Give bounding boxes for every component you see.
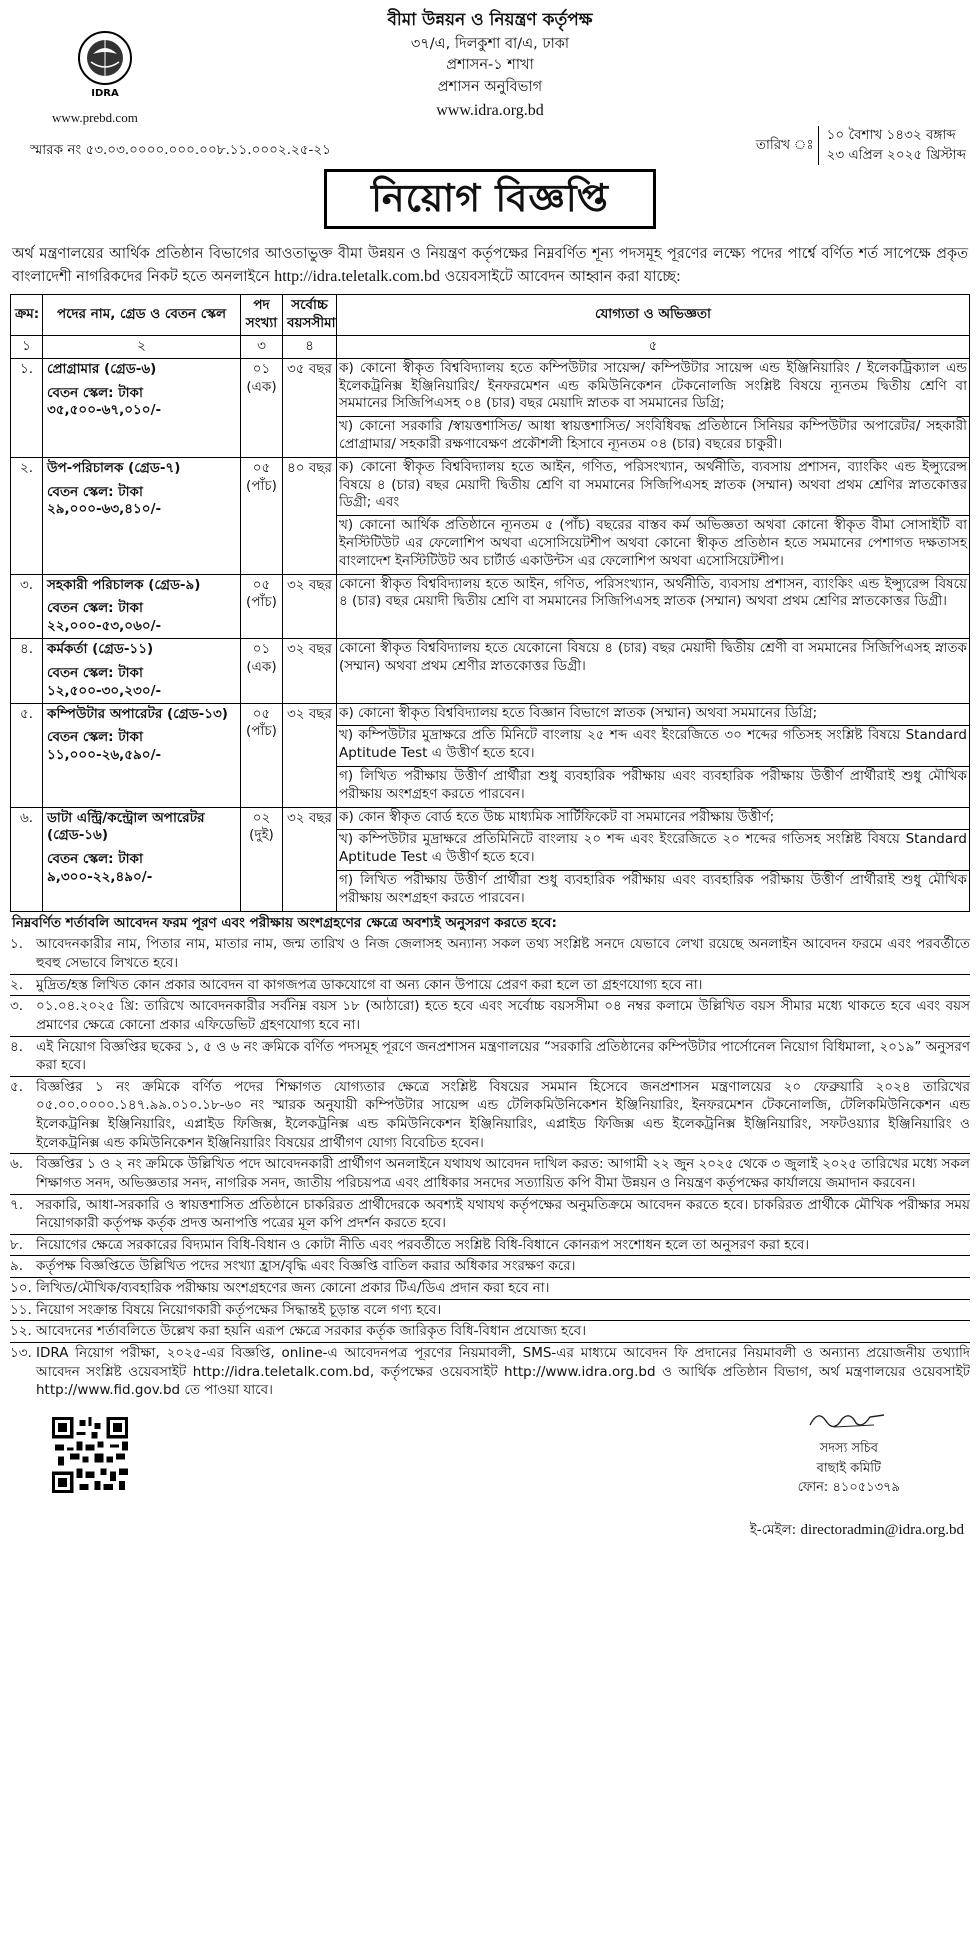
pay-scale: ২২,০০০-৫৩,০৬০/- xyxy=(47,618,162,635)
pay-scale: ৯,৩০০-২২,৪৯০/- xyxy=(47,869,153,886)
date-bangla: ১০ বৈশাখ ১৪৩২ বঙ্গাব্দ xyxy=(826,127,956,143)
condition-item xyxy=(10,1300,970,1322)
header-post-count: পদ সংখ্যা xyxy=(241,295,283,336)
pay-scale-label: বেতন স্কেল: টাকা xyxy=(47,483,143,500)
phone-number: ৪১০৫১৩৭৯ xyxy=(832,1480,900,1496)
condition-number: ৬. xyxy=(10,1156,24,1173)
condition-item xyxy=(10,996,970,1036)
row-serial: ৬. xyxy=(11,807,43,911)
qualification-item: কোনো স্বীকৃত বিশ্ববিদ্যালয় হতে আইন, গণিত, পরিসংখ্যান, অর্থনীতি, ব্যবসায় প্রশাসন, ব্যাংকিং এন্ড ইন্স্যুরেন্স বিষয়ে ৪ (চার) বছর মেয়াদী দ্বিতীয় শ্রেণি বা সমমানের সিজিপিএসহ স্নাতক (সম্মান) অথবা প্রথম শ্রেণির স্নাতকোত্তর ডিগ্রী। xyxy=(339,575,967,610)
qualifications xyxy=(337,358,970,457)
condition-text: নিয়োগের ক্ষেত্রে সরকারের বিদ্যমান বিধি-বিধান ও কোটা নীতি এবং পরবর্তীতে সংশ্লিষ্ট বিধি-বিধানে কোনরূপ সংশোধন হলে তা অনুসরণ করা হবে। xyxy=(36,1236,810,1253)
pay-scale-label: বেতন স্কেল: টাকা xyxy=(47,384,143,401)
post-details xyxy=(43,574,241,638)
header-serial: ক্রম: xyxy=(11,295,43,336)
header-qualification: যোগ্যতা ও অভিজ্ঞতা xyxy=(337,295,970,336)
post-name: কম্পিউটার অপারেটর (গ্রেড-১৩) xyxy=(47,705,228,722)
column-number-row xyxy=(11,335,970,358)
pay-scale-label: বেতন স্কেল: টাকা xyxy=(47,600,143,617)
age-limit: ৩২ বছর xyxy=(283,574,337,638)
condition-item xyxy=(10,1235,970,1257)
qualification-item: ক) কোনো স্বীকৃত বিশ্ববিদ্যালয় হতে আইন, গণিত, পরিসংখ্যান, অর্থনীতি, ব্যবসায় প্রশাসন, ব্যাংকিং এন্ড ইন্স্যুরেন্স বিষয়ে ৪ (চার) বছর মেয়াদী দ্বিতীয় শ্রেণি বা সমমানের সিজিপিএসহ স্নাতক (সম্মান) অথবা প্রথম শ্রেণির স্নাতকোত্তর ডিগ্রী; এবং xyxy=(339,458,967,511)
signatory-phone xyxy=(798,1478,900,1498)
age-limit: ৩৫ বছর xyxy=(283,358,337,457)
row-serial: ৫. xyxy=(11,703,43,807)
office-address: ৩৭/এ, দিলকুশা বা/এ, ঢাকা xyxy=(410,35,570,52)
notice-title: নিয়োগ বিজ্ঞপ্তি xyxy=(324,169,656,229)
post-count-number: ০২ xyxy=(252,809,271,826)
qualifications xyxy=(337,457,970,574)
post-name: প্রোগ্রামার (গ্রেড-৬) xyxy=(47,360,157,377)
logo-website[interactable]: www.prebd.com xyxy=(52,110,138,125)
condition-text: লিখিত/মৌখিক/ব্যবহারিক পরীক্ষায় অংশগ্রহণের জন্য কোনো প্রকার টিএ/ডিএ প্রদান করা হবে না। xyxy=(36,1280,550,1297)
condition-text: সরকারি, আধা-সরকারি ও স্বায়ত্তশাসিত প্রতিষ্ঠানে চাকরিরত প্রার্থীদেরকে অবশ্যই যথাযথ কর্তৃপক্ষের অনুমতিক্রমে আবেদন করতে হবে। চাকরিরত প্রার্থীকে মৌখিক পরীক্ষার সময় নিয়োগকারী কর্তৃপক্ষ কর্তৃক প্রদত্ত অনাপত্তি পত্রের মূল কপি প্রদর্শন করতে হবে। xyxy=(36,1196,970,1232)
signatory-email xyxy=(750,1521,964,1541)
table-row xyxy=(11,807,970,911)
condition-number: ১০. xyxy=(10,1280,32,1297)
qr-code-icon[interactable] xyxy=(52,1417,128,1493)
condition-number: ১২. xyxy=(10,1323,32,1340)
col-number: ৪ xyxy=(283,335,337,358)
condition-text: ০১.০৪.২০২৫ খ্রি: তারিখে আবেদনকারীর সর্বনিম্ন বয়স ১৮ (আঠারো) হতে হবে এবং সর্বোচ্চ বয়সসীমা ০৪ নম্বর কলামে উল্লিখিত বয়স সীমার মধ্যে থাকতে হবে এবং বয়স প্রমাণের ক্ষেত্রে কোনো প্রকার এফিডেভিট গ্রহণযোগ্য হবে না। xyxy=(36,998,970,1033)
condition-item xyxy=(10,934,970,974)
date-label: তারিখ ঃ xyxy=(755,136,814,153)
conditions-list xyxy=(10,934,970,1400)
header-age-limit: সর্বোচ্চ বয়সসীমা xyxy=(283,295,337,336)
condition-item xyxy=(10,1154,970,1194)
qualification-item: খ) কম্পিউটার মুদ্রাক্ষরে প্রতিমিনিটে বাংলায় ২০ শব্দ এবং ইংরেজিতে ২০ শব্দের গতিসহ সংশ্লিষ্ট বিষয়ে Standard Aptitude Test এ উত্তীর্ণ হতে হবে। xyxy=(337,829,969,870)
age-limit: ৩২ বছর xyxy=(283,639,337,703)
post-count-number: ০৫ xyxy=(252,459,271,476)
condition-number: ১৩. xyxy=(10,1344,32,1361)
memo-number: স্মারক নং ৫৩.০৩.০০০০.০০০.০০৮.১১.০০০২.২৫-২১ xyxy=(30,142,331,158)
post-details xyxy=(43,358,241,457)
condition-text: বিজ্ঞপ্তির ১ নং ক্রমিকে বর্ণিত পদের শিক্ষাগত যোগ্যতার ক্ষেত্রে সংশ্লিষ্ট বিষয়ের সমমান হিসেবে জনপ্রশাসন মন্ত্রণালয়ের ২০ ফেব্রুয়ারি ২০২৪ তারিখের ০৫.০০.০০০০.১৪৭.৯৯.০১০.১৮-৬০ নং স্মারক অনুযায়ী কম্পিউটার সায়েন্স এন্ড টেলিকমিউনিকেশন ইঞ্জিনিয়ারিং, ইনফরমেশন টেকনোলজি, টেলিকমিউনিকেশন এন্ড ইলেকট্রনিক্স ইঞ্জিনিয়ারিং, এপ্লাইড ফিজিক্স, ইলেকট্রনিক্স এন্ড কমিউনিকেশন ইঞ্জিনিয়ারিং, এপ্লাইড ফিজিক্স এন্ড ইলেকট্রনিক্স ইঞ্জিনিয়ারিং, সফটওয়্যার ইঞ্জিনিয়ারিং ও ইলেকট্রনিক্স এন্ড কমিউনিকেশন ইঞ্জিনিয়ারিং বিষয়ের প্রার্থীগণ যোগ্য বিবেচিত হবেন। xyxy=(36,1078,970,1151)
condition-item xyxy=(10,975,970,997)
condition-text: আবেদনের শর্তাবলিতে উল্লেখ করা হয়নি এরূপ ক্ষেত্রে সরকার কর্তৃক জারিকৃত বিধি-বিধান প্রযোজ্য হবে। xyxy=(36,1323,587,1340)
posts-table xyxy=(10,294,970,911)
row-serial: ২. xyxy=(11,457,43,574)
condition-number: ১. xyxy=(10,936,24,953)
condition-item xyxy=(10,1321,970,1343)
col-number: ৫ xyxy=(337,335,970,358)
qualifications xyxy=(337,574,970,638)
condition-text: এই নিয়োগ বিজ্ঞপ্তির ছকের ১, ৫ ও ৬ নং ক্রমিকে বর্ণিত পদসমূহ পূরণে জনপ্রশাসন মন্ত্রণালয়ের “সরকারি প্রতিষ্ঠানের কম্পিউটার পার্সোনেল নিয়োগ বিধিমালা, ২০১৯” অনুসরণ করা হবে। xyxy=(36,1038,970,1074)
pay-scale-label: বেতন স্কেল: টাকা xyxy=(47,664,143,681)
header-post-name: পদের নাম, গ্রেড ও বেতন স্কেল xyxy=(43,295,241,336)
table-row xyxy=(11,574,970,638)
row-serial: ৩. xyxy=(11,574,43,638)
table-row xyxy=(11,358,970,457)
qualification-item: গ) লিখিত পরীক্ষায় উত্তীর্ণ প্রার্থীরা শুধু ব্যবহারিক পরীক্ষায় এবং ব্যবহারিক পরীক্ষায় উত্তীর্ণ প্রার্থীরাই শুধু মৌখিক পরীক্ষায় অংশগ্রহণ করতে পারবেন। xyxy=(337,870,969,911)
col-number: ৩ xyxy=(241,335,283,358)
branch-name: প্রশাসন-১ শাখা xyxy=(446,57,534,74)
post-count-word: (এক) xyxy=(246,378,277,395)
email-address[interactable]: directoradmin@idra.org.bd xyxy=(800,1521,964,1538)
qualification-item: খ) কোনো আর্থিক প্রতিষ্ঠানে ন্যূনতম ৫ (পাঁচ) বছরের বাস্তব কর্ম অভিজ্ঞতা অথবা কোনো স্বীকৃত বীমা সোসাইটি বা ইনস্টিটিউট এর ফেলোশিপ অথবা এসোসিয়েটশীপ অথবা কোনো স্বীকৃত প্রতিষ্ঠান হতে সমমানের পেশাগত দক্ষতাসহ বাংলাদেশ ইনস্টিটিউট অব চার্টার্ড একাউন্টস এর ফেলোশিপ অথবা এসোসিয়েটশীপ। xyxy=(337,515,969,573)
row-serial: ৪. xyxy=(11,639,43,703)
conditions-heading: নিম্নবর্ণিত শর্তাবলি আবেদন ফরম পূরণ এবং পরীক্ষায় অংশগ্রহণের ক্ষেত্রে অবশ্যই অনুসরণ করতে হবে: xyxy=(12,914,557,931)
office-address-block xyxy=(10,8,970,123)
post-count-word: (এক) xyxy=(246,658,277,675)
pay-scale: ২৯,০০০-৬৩,৪১০/- xyxy=(47,501,162,518)
organization-website[interactable]: www.idra.org.bd xyxy=(436,101,544,119)
post-count-number: ০৫ xyxy=(252,705,271,722)
age-limit: ৪০ বছর xyxy=(283,457,337,574)
condition-number: ৮. xyxy=(10,1236,24,1253)
post-name: উপ-পরিচালক (গ্রেড-৭) xyxy=(47,459,181,476)
post-count xyxy=(241,457,283,574)
letterhead xyxy=(10,6,970,161)
footer xyxy=(10,1405,970,1555)
condition-number: ৪. xyxy=(10,1038,24,1055)
qualifications xyxy=(337,807,970,911)
intro-text-before: অর্থ মন্ত্রণালয়ের আর্থিক প্রতিষ্ঠান বিভাগের আওতাভুক্ত বীমা উন্নয়ন ও নিয়ন্ত্রণ কর্তৃপক্ষের নিম্নবর্ণিত শূন্য পদসমূহ পূরণের লক্ষ্যে পদের পার্শ্বে বর্ণিত শর্ত সাপেক্ষে প্রকৃত বাংলাদেশী নাগরিকদের নিকট হতে অনলাইনে xyxy=(12,246,968,286)
condition-item xyxy=(10,1343,970,1401)
col-number: ২ xyxy=(43,335,241,358)
qualification-item: খ) কোনো সরকারি /স্বায়ত্তশাসিত/ আধা স্বায়ত্তশাসিত/ সংবিধিবদ্ধ প্রতিষ্ঠানে সিনিয়র কম্পিউটার অপারেটর/ সহকারী প্রোগ্রামার/ সহকারী রক্ষণাবেক্ষণ প্রকৌশলী হিসাবে ন্যূনতম ০৪ (চার) বছরের চাকুরী। xyxy=(337,416,969,457)
post-details xyxy=(43,639,241,703)
condition-text: বিজ্ঞপ্তির ১ ও ২ নং ক্রমিকে উল্লিখিত পদে আবেদনকারী প্রার্থীগণ অনলাইনে যথাযথ আবেদন দাখিল করত: আগামী ২২ জুন ২০২৫ থেকে ৩ জুলাই ২০২৫ তারিখের মধ্যে সকল শিক্ষাগত সনদ, অভিজ্ঞতার সনদ, নাগরিক সনদ, জাতীয় পরিচয়পত্র এবং প্রাধিকার সনদের সত্যায়িত কপি বীমা উন্নয়ন ও নিয়ন্ত্রণ কর্তৃপক্ষের কার্যালয়ে জমাদান করবেন। xyxy=(36,1156,970,1191)
table-row xyxy=(11,457,970,574)
post-name: ডাটা এন্ট্রি/কন্ট্রোল অপারেটর (গ্রেড-১৬) xyxy=(47,809,205,844)
section-name: প্রশাসন অনুবিভাগ xyxy=(437,79,543,95)
post-count xyxy=(241,574,283,638)
qualification-item: ক) কোন স্বীকৃত বোর্ড হতে উচ্চ মাধ্যমিক সার্টিফিকেট বা সমমানের পরীক্ষায় উত্তীর্ণ; xyxy=(339,808,775,825)
condition-number: ২. xyxy=(10,976,24,993)
post-name: সহকারী পরিচালক (গ্রেড-৯) xyxy=(47,576,201,593)
post-details xyxy=(43,807,241,911)
qualifications xyxy=(337,703,970,807)
date-english: ২৩ এপ্রিল ২০২৫ খ্রিস্টাব্দ xyxy=(826,146,966,163)
qualification-item: কোনো স্বীকৃত বিশ্ববিদ্যালয় হতে যেকোনো বিষয়ে ৪ (চার) বছর মেয়াদী দ্বিতীয় শ্রেণী বা সমমানের সিজিপিএসহ স্নাতক (সম্মান) অথবা প্রথম শ্রেণীর স্নাতকোত্তর ডিগ্রী। xyxy=(339,640,967,674)
post-details xyxy=(43,457,241,574)
posts-table-body xyxy=(11,358,970,911)
post-count-number: ০৫ xyxy=(252,576,271,593)
condition-text: আবেদনকারীর নাম, পিতার নাম, মাতার নাম, জন্ম তারিখ ও নিজ জেলাসহ অন্যান্য সকল তথ্য সংশ্লিষ্ট সনদে যেভাবে লেখা রয়েছে অনলাইন আবেদন ফরমে এবং পরবর্তীতে হুবহু সেভাবে লিখতে হবে। xyxy=(36,936,970,972)
condition-text: নিয়োগ সংক্রান্ত বিষয়ে নিয়োগকারী কর্তৃপক্ষের সিদ্ধান্তই চূড়ান্ত বলে গণ্য হবে। xyxy=(36,1301,442,1318)
col-number: ১ xyxy=(11,335,43,358)
post-name: কর্মকর্তা (গ্রেড-১১) xyxy=(47,641,154,658)
post-count xyxy=(241,807,283,911)
date-block xyxy=(756,126,966,165)
organization-name: বীমা উন্নয়ন ও নিয়ন্ত্রণ কর্তৃপক্ষ xyxy=(387,10,593,30)
condition-item xyxy=(10,1195,970,1235)
pay-scale: ৩৫,৫০০-৬৭,০১০/- xyxy=(47,402,162,419)
application-url[interactable]: http://idra.teletalk.com.bd xyxy=(274,268,440,286)
table-row xyxy=(11,703,970,807)
table-header-row xyxy=(11,295,970,336)
qualification-item: খ) কম্পিউটার মুদ্রাক্ষরে প্রতি মিনিটে বাংলায় ২৫ শব্দ এবং ইংরেজিতে ৩০ শব্দের গতিসহ সংশ্লিষ্ট বিষয়ে Standard Aptitude Test এ উত্তীর্ণ হতে হবে। xyxy=(337,725,969,766)
signatory-designation: সদস্য সচিব xyxy=(819,1441,879,1457)
pay-scale-label: বেতন স্কেল: টাকা xyxy=(47,729,143,746)
condition-number: ১১. xyxy=(10,1301,32,1318)
email-label: ই-মেইল: xyxy=(749,1521,797,1538)
post-count xyxy=(241,358,283,457)
post-details xyxy=(43,703,241,807)
post-count-word: (পাঁচ) xyxy=(246,477,277,494)
intro-paragraph xyxy=(10,243,970,290)
signature-icon xyxy=(804,1405,894,1433)
condition-item xyxy=(10,1256,970,1278)
post-count-number: ০১ xyxy=(252,360,271,377)
condition-number: ৫. xyxy=(10,1078,24,1095)
qualifications xyxy=(337,639,970,703)
condition-text: IDRA নিয়োগ পরীক্ষা, ২০২৫-এর বিজ্ঞপ্তি, online-এ আবেদনপত্র পূরণের নিয়মাবলী, SMS-এর মাধ্যমে আবেদন ফি প্রদানের নিয়মাবলী ও অন্যান্য প্রয়োজনীয় তথ্যাদি আবেদন সংশ্লিষ্ট ওয়েবসাইট http://idra.teletalk.com.bd, কর্তৃপক্ষের ওয়েবসাইট http://www.idra.org.bd ও আর্থিক প্রতিষ্ঠান বিভাগ, অর্থ মন্ত্রণালয়ের ওয়েবসাইট http://www.fid.gov.bd তে পাওয়া যাবে। xyxy=(36,1344,970,1399)
table-row xyxy=(11,639,970,703)
qualification-item: ক) কোনো স্বীকৃত বিশ্ববিদ্যালয় হতে কম্পিউটার সায়েন্স/ কম্পিউটার সায়েন্স এন্ড ইঞ্জিনিয়ারিং / ইলেকট্রিক্যাল এন্ড ইলেকট্রনিক্স ইঞ্জিনিয়ারিং/ ইনফরমেশন এন্ড কমিউনিকেশন টেকনোলজি সংশ্লিষ্ট বিষয়ে ন্যূনতম দ্বিতীয় শ্রেণি বা সমমানের সিজিপিএসহ ০৪ (চার) বছর মেয়াদি স্নাতক বা সমমানের ডিগ্রি; xyxy=(339,359,967,412)
condition-item xyxy=(10,1278,970,1300)
phone-label: ফোন: xyxy=(797,1480,829,1496)
post-count-word: (পাঁচ) xyxy=(246,594,277,611)
svg-text:IDRA: IDRA xyxy=(91,88,119,99)
condition-number: ৩. xyxy=(10,998,24,1015)
row-serial: ১. xyxy=(11,358,43,457)
condition-text: কর্তৃপক্ষ বিজ্ঞপ্তিতে উল্লিখিত পদের সংখ্যা হ্রাস/বৃদ্ধি এবং বিজ্ঞপ্তি বাতিল করার অধিকার সংরক্ষণ করে। xyxy=(36,1258,576,1275)
age-limit: ৩২ বছর xyxy=(283,807,337,911)
pay-scale: ১২,৫০০-৩০,২৩০/- xyxy=(47,682,162,699)
signature-block xyxy=(798,1405,900,1498)
condition-number: ৭. xyxy=(10,1196,24,1213)
post-count-number: ০১ xyxy=(252,641,271,658)
post-count xyxy=(241,703,283,807)
age-limit: ৩২ বছর xyxy=(283,703,337,807)
condition-item xyxy=(10,1077,970,1155)
post-count xyxy=(241,639,283,703)
condition-text: মুদ্রিত/হস্ত লিখিত কোন প্রকার আবেদন বা কাগজপত্র ডাকযোগে বা অন্য কোন উপায়ে প্রেরণ করা হলে তা গ্রহণযোগ্য হবে না। xyxy=(36,976,703,993)
qualification-item: ক) কোনো স্বীকৃত বিশ্ববিদ্যালয় হতে বিজ্ঞান বিভাগে স্নাতক (সম্মান) অথবা সমমানের ডিগ্রি; xyxy=(339,704,818,721)
qualification-item: গ) লিখিত পরীক্ষায় উত্তীর্ণ প্রার্থীরা শুধু ব্যবহারিক পরীক্ষায় এবং ব্যবহারিক পরীক্ষায় উত্তীর্ণ প্রার্থীরাই শুধু মৌখিক পরীক্ষায় অংশগ্রহণ করতে পারবেন। xyxy=(337,766,969,807)
pay-scale: ১১,০০০-২৬,৫৯০/- xyxy=(47,747,162,764)
post-count-word: (পাঁচ) xyxy=(246,723,277,740)
intro-text-after: ওয়েবসাইটে আবেদন আহ্বান করা যাচ্ছে: xyxy=(444,269,681,286)
post-count-word: (দুই) xyxy=(249,827,274,844)
pay-scale-label: বেতন স্কেল: টাকা xyxy=(47,851,143,868)
signatory-committee: বাছাই কমিটি xyxy=(816,1460,881,1476)
condition-item xyxy=(10,1037,970,1077)
condition-number: ৯. xyxy=(10,1258,24,1275)
